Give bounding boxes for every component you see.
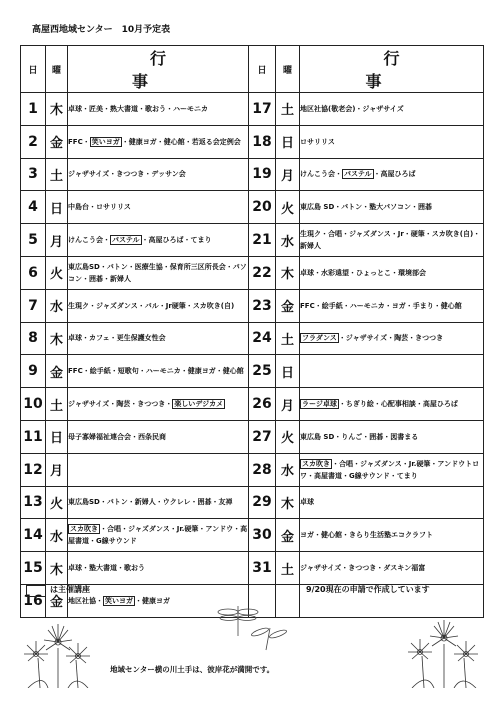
day-number: 18 (249, 125, 276, 158)
header-day: 日 (249, 46, 276, 93)
weekday: 水 (46, 519, 68, 552)
table-row (21, 552, 484, 585)
event-text: 東広島SD・バトン・医療生協・保育所三区所長会・パソコン・囲碁・新婦人 (68, 262, 247, 283)
weekday: 木 (276, 256, 300, 289)
legend-text: は主催講座 (50, 585, 90, 594)
event-cell (68, 355, 249, 388)
event-text: ・健康ヨガ・健心館・若返る会定例会 (121, 137, 241, 146)
day-number: 17 (249, 93, 276, 126)
event-cell (300, 552, 484, 585)
weekday: 土 (46, 388, 68, 421)
event-cell (300, 388, 484, 421)
weekday: 土 (276, 322, 300, 355)
page-title: 高屋西地域センター 10月予定表 (32, 25, 171, 35)
weekday: 火 (276, 420, 300, 453)
hosted-course-label: スカ吹き (302, 459, 330, 468)
event-cell (300, 158, 484, 191)
event-cell (300, 322, 484, 355)
day-number: 22 (249, 256, 276, 289)
event-text: 卓球・水彩遠望・ひょっとこ・環境部会 (300, 268, 426, 277)
weekday: 水 (276, 224, 300, 257)
day-number: 6 (21, 256, 46, 289)
day-number: 30 (249, 519, 276, 552)
weekday: 金 (46, 125, 68, 158)
event-text: 生現ク・合唱・ジャズダンス・Jr・硬筆・スカ吹き(自)・新婦人 (300, 230, 481, 251)
day-number: 28 (249, 453, 276, 486)
day-number: 16 (21, 584, 46, 617)
event-cell (300, 191, 484, 224)
event-text: FFC・絵手紙・短歌句・ハーモニカ・健康ヨガ・健心館 (68, 367, 244, 376)
day-number: 1 (21, 93, 46, 126)
event-text: 生現ク・ジャズダンス・バル・Jr硬筆・スカ吹き(自) (68, 301, 235, 310)
event-cell (68, 93, 249, 126)
table-header-row (21, 46, 484, 93)
event-cell (68, 289, 249, 322)
event-text: ジャザサイズ・きつつき・ダスキン福富 (300, 564, 426, 573)
weekday: 日 (276, 125, 300, 158)
weekday: 月 (276, 158, 300, 191)
table-row (21, 388, 484, 421)
spider-lily-icon (402, 614, 484, 688)
weekday: 火 (46, 486, 68, 519)
event-cell (300, 420, 484, 453)
weekday: 土 (46, 158, 68, 191)
table-row (21, 93, 484, 126)
event-cell (300, 224, 484, 257)
event-text: ・健康ヨガ (135, 596, 170, 605)
event-text: 東広島SD・バトン・新婦人・ウクレレ・囲碁・友禅 (68, 498, 233, 507)
hosted-course-label: フラダンス (302, 334, 337, 343)
event-text: ・ジャザサイズ・陶芸・きつつき (338, 334, 444, 343)
event-cell (68, 191, 249, 224)
event-text: FFC・絵手紙・ハーモニカ・ヨガ・手まり・健心館 (300, 301, 462, 310)
day-number: 4 (21, 191, 46, 224)
event-text: 卓球・塾大書道・歌おう (68, 564, 145, 573)
event-cell (300, 256, 484, 289)
event-cell (68, 519, 249, 552)
event-cell (68, 125, 249, 158)
event-cell (68, 486, 249, 519)
event-cell (68, 552, 249, 585)
weekday: 月 (46, 224, 68, 257)
day-number: 14 (21, 519, 46, 552)
table-row (21, 125, 484, 158)
weekday: 月 (276, 388, 300, 421)
weekday: 金 (276, 289, 300, 322)
event-text: ・高屋ひろば・てまり (141, 236, 212, 245)
event-text: 卓球 (300, 498, 314, 507)
event-cell (300, 486, 484, 519)
header-event: 行 事 (300, 46, 484, 93)
day-number: 23 (249, 289, 276, 322)
legend-swatch (26, 585, 46, 597)
table-row (21, 158, 484, 191)
day-number: 12 (21, 453, 46, 486)
event-text: ・合唱・ジャズダンス・Jr.硬筆・アンドウ・高屋書道・G線サウンド (68, 525, 248, 546)
weekday: 日 (276, 355, 300, 388)
event-text: 卓球・匠美・熟大書道・歌おう・ハーモニカ (68, 104, 208, 113)
event-text: 地区社協(敬老会)・ジャザサイズ (300, 104, 404, 113)
event-text: 卓球・カフェ・更生保護女性会 (68, 334, 166, 343)
event-text: 東広島 SD・バトン・塾大パソコン・囲碁 (300, 203, 433, 212)
day-number: 9 (21, 355, 46, 388)
day-number: 13 (21, 486, 46, 519)
table-row (21, 256, 484, 289)
schedule-table (20, 45, 488, 618)
event-text: ジャザサイズ・陶芸・きつつき・ (68, 400, 173, 409)
weekday: 水 (46, 289, 68, 322)
event-cell (300, 519, 484, 552)
event-text: けんこう会・ (300, 170, 342, 179)
day-number: 3 (21, 158, 46, 191)
table-row (21, 420, 484, 453)
table-row (21, 322, 484, 355)
weekday: 月 (46, 453, 68, 486)
day-number: 29 (249, 486, 276, 519)
hosted-course-label: パステル (344, 170, 372, 179)
weekday: 金 (46, 355, 68, 388)
event-text: ヨガ・健心館・きらり生活塾エコクラフト (300, 531, 433, 540)
event-cell (68, 158, 249, 191)
event-cell (300, 289, 484, 322)
event-cell (300, 93, 484, 126)
weekday: 水 (276, 453, 300, 486)
table-row (21, 224, 484, 257)
event-text: ジャザサイズ・きつつき・デッサン会 (68, 170, 186, 179)
weekday: 火 (276, 191, 300, 224)
hosted-course-label: ラージ卓球 (302, 400, 337, 409)
day-number: 15 (21, 552, 46, 585)
header-day: 日 (21, 46, 46, 93)
weekday: 金 (276, 519, 300, 552)
hosted-course-label: 笑いヨガ (105, 596, 133, 605)
table-row (21, 191, 484, 224)
event-text: ・合唱・ジャズダンス・Jr.硬筆・アンドウトロワ・高屋書道・G線サウンド・てまり (300, 459, 480, 480)
weekday: 土 (276, 552, 300, 585)
event-text: ・高屋ひろば (373, 170, 416, 179)
day-number: 21 (249, 224, 276, 257)
event-text: FFC・ (68, 137, 90, 146)
weekday: 木 (276, 486, 300, 519)
day-number: 19 (249, 158, 276, 191)
event-text: 東広島 SD・りんご・囲碁・図書まる (300, 432, 419, 441)
table-row (21, 289, 484, 322)
weekday: 日 (46, 420, 68, 453)
hosted-course-label: 楽しいデジカメ (174, 400, 224, 409)
day-number: 11 (21, 420, 46, 453)
weekday: 土 (276, 93, 300, 126)
event-cell (68, 388, 249, 421)
hosted-course-label: パステル (112, 236, 140, 245)
event-cell (68, 256, 249, 289)
day-number: 7 (21, 289, 46, 322)
table-row (21, 355, 484, 388)
table-row (21, 453, 484, 486)
weekday: 木 (46, 552, 68, 585)
event-cell (68, 224, 249, 257)
header-weekday: 曜 (46, 46, 68, 93)
day-number: 20 (249, 191, 276, 224)
event-text: 地区社協・ (68, 596, 103, 605)
event-cell (68, 322, 249, 355)
event-cell (300, 453, 484, 486)
event-text: けんこう会・ (68, 236, 110, 245)
header-event: 行 事 (68, 46, 249, 93)
day-number: 25 (249, 355, 276, 388)
header-weekday: 曜 (276, 46, 300, 93)
table-row (21, 486, 484, 519)
weekday: 金 (46, 584, 68, 617)
event-text: 母子寡婦福祉連合会・西条民商 (68, 432, 166, 441)
event-text: ・ちぎり絵・心配事相談・高屋ひろば (338, 400, 458, 409)
spider-lily-icon (18, 618, 98, 688)
day-number: 26 (249, 388, 276, 421)
day-number: 10 (21, 388, 46, 421)
weekday: 日 (46, 191, 68, 224)
event-text: 中島台・ロサリリス (68, 203, 131, 212)
weekday: 木 (46, 93, 68, 126)
event-cell (300, 355, 484, 388)
weekday: 木 (46, 322, 68, 355)
day-number: 27 (249, 420, 276, 453)
dragonfly-icon (208, 602, 298, 652)
day-number: 31 (249, 552, 276, 585)
day-number: 8 (21, 322, 46, 355)
weekday: 火 (46, 256, 68, 289)
day-number: 24 (249, 322, 276, 355)
event-cell (68, 420, 249, 453)
hosted-course-label: 笑いヨガ (91, 137, 120, 146)
event-cell (68, 453, 249, 486)
day-number: 5 (21, 224, 46, 257)
table-row (21, 519, 484, 552)
creation-note: 9/20現在の申請で作成しています (306, 585, 430, 594)
event-cell (300, 125, 484, 158)
day-number: 2 (21, 125, 46, 158)
footer-note: 地域センター横の川土手は、彼岸花が満開です。 (110, 665, 275, 674)
event-text: ロサリリス (300, 137, 335, 146)
hosted-course-label: スカ吹き (70, 525, 98, 534)
